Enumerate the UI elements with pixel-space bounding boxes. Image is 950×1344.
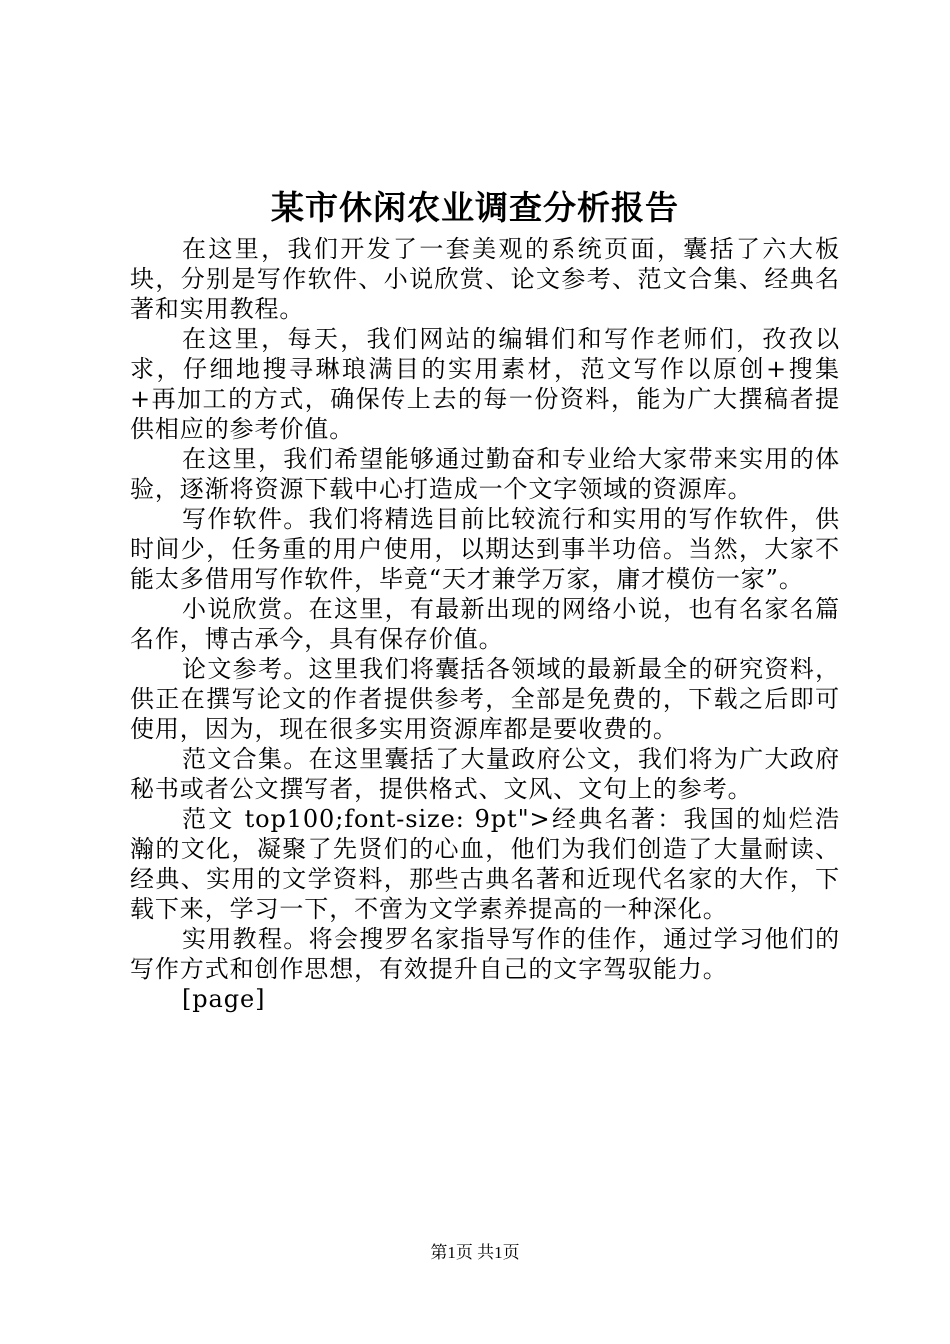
paragraph-classics: 范文 top100;font-size: 9pt">经典名著：我国的灿烂浩瀚的文化，凝聚了先贤们的心血，他们为我们创造了大量耐读、经典、实用的文学资料，那些古典名著和近现代名家的大作，下载下来，学习一下，不啻为文学素养提高的一种深化。 bbox=[130, 805, 840, 923]
document-body bbox=[130, 234, 840, 1014]
paragraph-sample-collection: 范文合集。在这里囊括了大量政府公文，我们将为广大政府秘书或者公文撰写者，提供格式、文风、文句上的参考。 bbox=[130, 745, 840, 803]
paragraph-writing-software: 写作软件。我们将精选目前比较流行和实用的写作软件，供时间少，任务重的用户使用，以期达到事半功倍。当然，大家不能太多借用写作软件，毕竟“天才兼学万家，庸才模仿一家”。 bbox=[130, 505, 840, 593]
paragraph-page-marker: [page] bbox=[182, 985, 266, 1013]
paragraph-intro: 在这里，我们开发了一套美观的系统页面，囊括了六大板块，分别是写作软件、小说欣赏、论文参考、范文合集、经典名著和实用教程。 bbox=[130, 235, 840, 323]
page-footer: 第1页 共1页 bbox=[430, 1243, 520, 1262]
paragraph-tutorial: 实用教程。将会搜罗名家指导写作的佳作，通过学习他们的写作方式和创作思想，有效提升自己的文字驾驭能力。 bbox=[130, 925, 840, 983]
paragraph-novel: 小说欣赏。在这里，有最新出现的网络小说，也有名家名篇名作，博古承今，具有保存价值。 bbox=[130, 595, 840, 653]
paragraph-thesis: 论文参考。这里我们将囊括各领域的最新最全的研究资料，供正在撰写论文的作者提供参考，全部是免费的，下载之后即可使用，因为，现在很多实用资源库都是要收费的。 bbox=[130, 655, 840, 743]
paragraph-hope: 在这里，我们希望能够通过勤奋和专业给大家带来实用的体验，逐渐将资源下载中心打造成一个文字领域的资源库。 bbox=[130, 445, 840, 503]
document-title: 某市休闲农业调查分析报告 bbox=[271, 188, 679, 227]
paragraph-daily-work: 在这里，每天，我们网站的编辑们和写作老师们，孜孜以求，仔细地搜寻琳琅满目的实用素材，范文写作以原创+搜集+再加工的方式，确保传上去的每一份资料，能为广大撰稿者提供相应的参考价值。 bbox=[130, 325, 840, 443]
